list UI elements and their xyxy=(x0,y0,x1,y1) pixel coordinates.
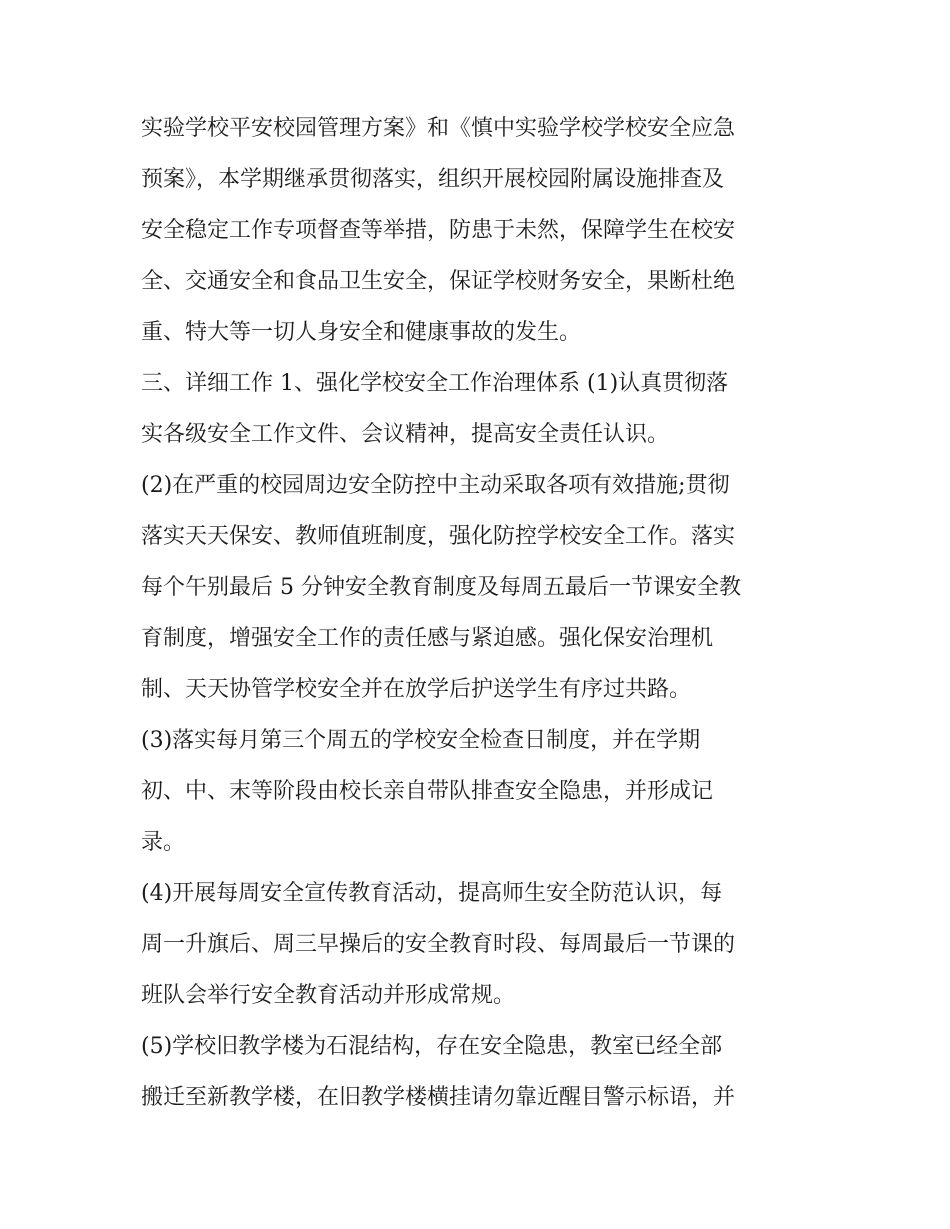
text-line: (4)开展每周安全宣传教育活动，提高师生安全防范认识，每 xyxy=(141,881,723,906)
text-line: 制、天天协管学校安全并在放学后护送学生有序过共路。 xyxy=(141,677,692,702)
document-body xyxy=(141,103,821,1123)
text-line: 预案》，本学期继承贯彻落实，组织开展校园附属设施排查及 xyxy=(141,167,725,192)
text-line: 每个午别最后 5 分钟安全教育制度及每周五最后一节课安全教 xyxy=(141,575,741,600)
text-line: 全、交通安全和食品卫生安全，保证学校财务安全，果断杜绝 xyxy=(141,269,736,294)
text-line: (5)学校旧教学楼为石混结构，存在安全隐患，教室已经全部 xyxy=(141,1034,723,1059)
text-line: 搬迁至新教学楼，在旧教学楼横挂请勿靠近醒目警示标语，并 xyxy=(141,1085,736,1110)
text-line: 初、中、末等阶段由校长亲自带队排查安全隐患，并形成记 xyxy=(141,779,714,804)
text-line: (2)在严重的校园周边安全防控中主动采取各项有效措施;贯彻 xyxy=(141,473,730,498)
text-line: 实验学校平安校园管理方案》和《慎中实验学校学校安全应急 xyxy=(141,116,736,141)
text-line: 班队会举行安全教育活动并形成常规。 xyxy=(141,983,516,1008)
text-line: 落实天天保安、教师值班制度，强化防控学校安全工作。落实 xyxy=(141,524,736,549)
text-line: 安全稳定工作专项督查等举措，防患于未然，保障学生在校安 xyxy=(141,218,736,243)
text-line: (3)落实每月第三个周五的学校安全检查日制度，并在学期 xyxy=(141,728,701,753)
text-line: 实各级安全工作文件、会议精神，提高安全责任认识。 xyxy=(141,422,670,447)
text-line: 育制度，增强安全工作的责任感与紧迫感。强化保安治理机 xyxy=(141,626,714,651)
text-line: 重、特大等一切人身安全和健康事故的发生。 xyxy=(141,320,582,345)
text-line: 录。 xyxy=(141,830,186,855)
section-heading-line: 三、详细工作 1、强化学校安全工作治理体系 (1)认真贯彻落 xyxy=(141,371,729,396)
text-line: 周一升旗后、周三早操后的安全教育时段、每周最后一节课的 xyxy=(141,932,736,957)
